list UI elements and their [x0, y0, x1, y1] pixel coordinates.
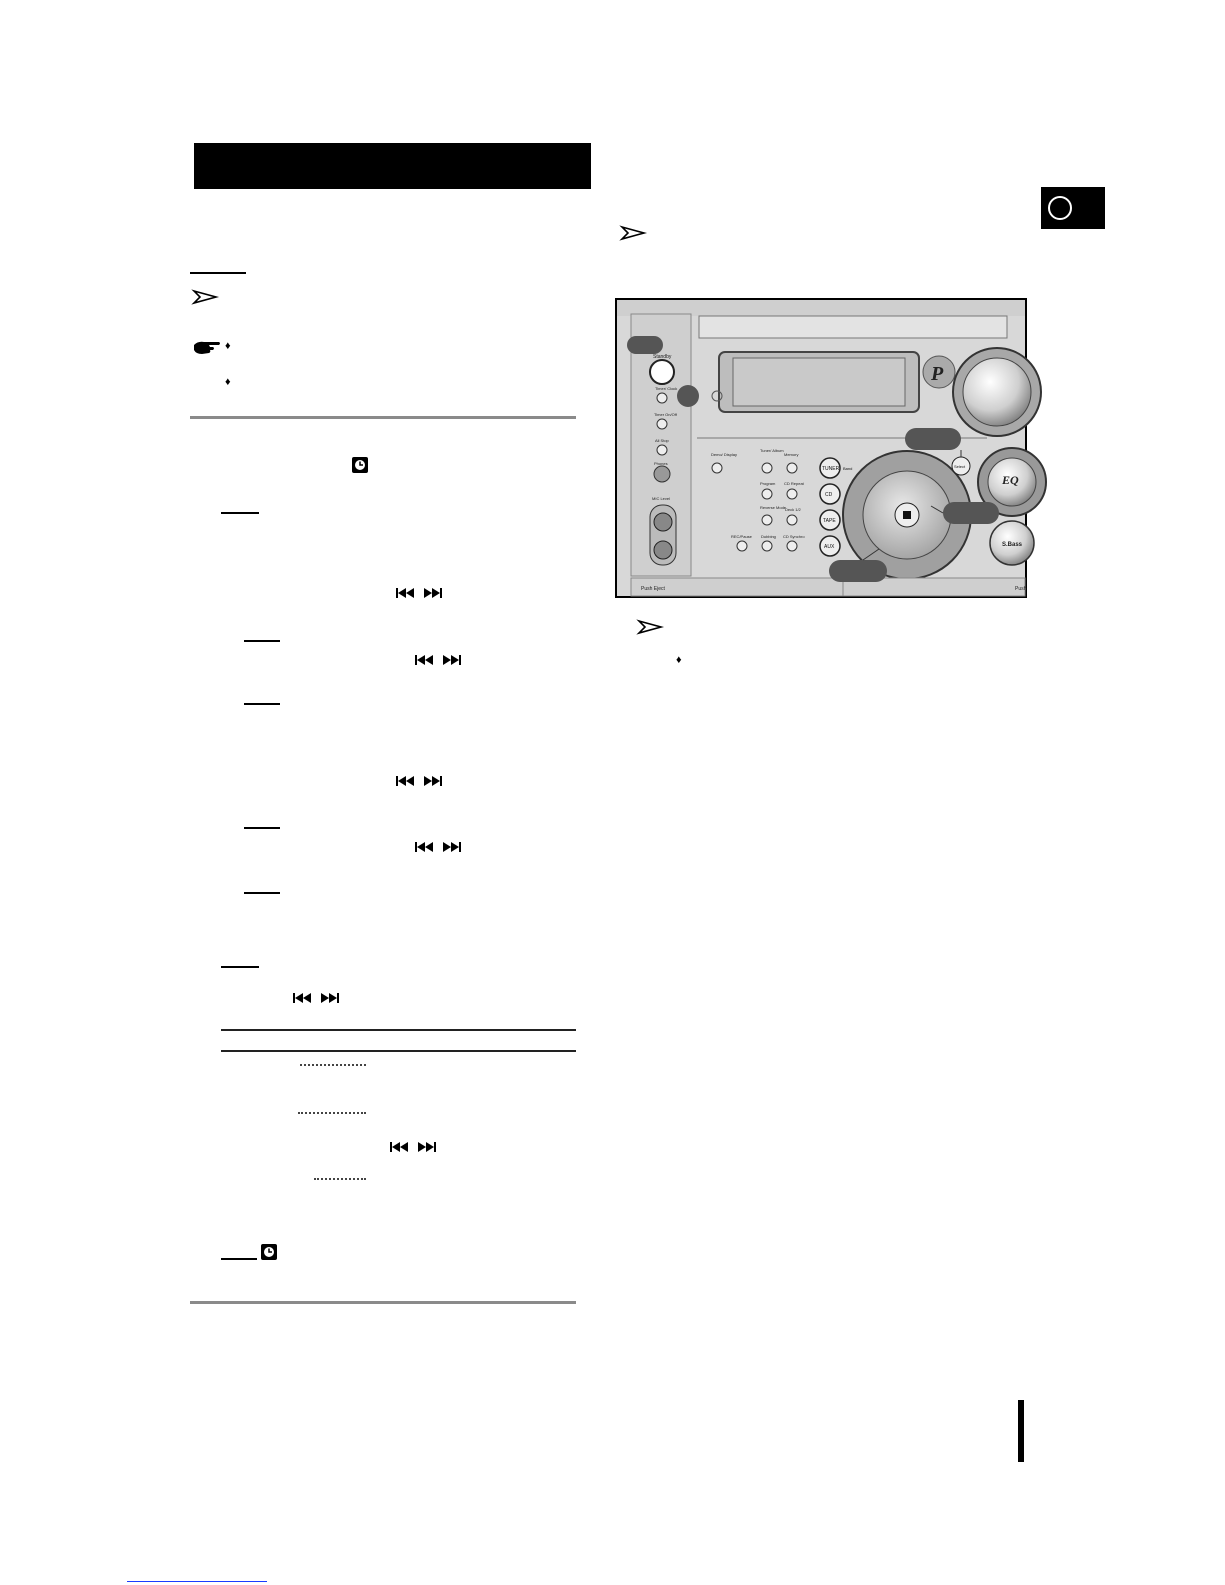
skip-forward-icon [418, 1142, 436, 1152]
svg-text:Band: Band [843, 466, 853, 471]
svg-text:Push: Push [1015, 586, 1027, 592]
skip-buttons-pair [415, 655, 461, 665]
svg-text:CD Repeat: CD Repeat [784, 481, 804, 486]
result-underline [244, 892, 280, 894]
result-underline [244, 640, 280, 642]
svg-text:Deck 1/2: Deck 1/2 [785, 507, 801, 512]
svg-text:TUNER: TUNER [822, 466, 840, 472]
skip-buttons-pair [396, 588, 442, 598]
svg-text:Select: Select [954, 464, 966, 469]
svg-text:S.Bass: S.Bass [1002, 542, 1023, 548]
svg-text:Timer/ Clock: Timer/ Clock [655, 386, 678, 391]
svg-text:Tuner/ Album: Tuner/ Album [760, 448, 784, 453]
table-leader-dots [298, 1112, 366, 1114]
svg-text:Program: Program [760, 481, 776, 486]
table-header-rule [221, 1050, 576, 1052]
skip-forward-icon [443, 655, 461, 665]
svg-text:REC/Pause: REC/Pause [731, 534, 752, 539]
skip-back-icon [396, 776, 414, 786]
svg-text:Memory: Memory [784, 452, 799, 457]
result-underline [221, 1258, 257, 1260]
svg-text:MIC Level: MIC Level [652, 496, 671, 501]
skip-buttons-pair [396, 776, 442, 786]
skip-back-icon [390, 1142, 408, 1152]
section-divider [190, 1301, 576, 1304]
svg-text:TAPE: TAPE [823, 518, 836, 524]
svg-text:Standby: Standby [653, 354, 672, 360]
section-title-bar [194, 143, 591, 189]
skip-forward-icon [321, 993, 339, 1003]
result-underline [244, 827, 280, 829]
skip-back-icon [415, 655, 433, 665]
skip-buttons-pair [293, 993, 339, 1003]
table-leader-dots [314, 1178, 366, 1180]
page-side-marker [1018, 1400, 1024, 1462]
svg-text:CD Synchro: CD Synchro [783, 534, 805, 539]
diamond-bullet-icon: ♦ [676, 654, 682, 666]
result-underline [221, 512, 259, 514]
table-top-rule [221, 1029, 576, 1031]
skip-buttons-pair [415, 842, 461, 852]
skip-back-icon [415, 842, 433, 852]
skip-back-icon [396, 588, 414, 598]
arrow-note-icon [638, 620, 662, 634]
svg-text:Timer On/Off: Timer On/Off [654, 412, 677, 417]
svg-text:Reverse Mode: Reverse Mode [760, 505, 787, 510]
result-underline [221, 966, 259, 968]
section-divider [190, 416, 576, 419]
svg-text:CD: CD [825, 492, 833, 498]
clock-icon [352, 457, 368, 478]
language-tab-circle [1048, 196, 1072, 220]
skip-back-icon [293, 993, 311, 1003]
svg-text:EQ: EQ [1002, 473, 1019, 487]
note-underline [190, 272, 246, 274]
arrow-note-icon [193, 290, 217, 304]
diamond-bullet-icon: ♦ [225, 376, 231, 388]
skip-forward-icon [424, 588, 442, 598]
skip-buttons-pair [390, 1142, 436, 1152]
device-front-panel [615, 298, 1027, 598]
skip-forward-icon [424, 776, 442, 786]
svg-text:Demo/ Display: Demo/ Display [711, 452, 738, 457]
table-leader-dots [300, 1064, 366, 1066]
pointing-hand-icon [192, 339, 222, 362]
svg-text:Push Eject: Push Eject [641, 586, 665, 592]
diamond-bullet-icon: ♦ [225, 340, 231, 352]
clock-icon [261, 1244, 277, 1265]
svg-text:Phones: Phones [654, 461, 668, 466]
footer-link-underline [127, 1581, 267, 1582]
result-underline [244, 703, 280, 705]
arrow-note-icon [621, 226, 645, 240]
skip-forward-icon [443, 842, 461, 852]
svg-text:All Stop: All Stop [655, 438, 669, 443]
svg-text:AUX: AUX [824, 544, 835, 550]
svg-text:Dubbing: Dubbing [761, 534, 776, 539]
p-logo: P [931, 363, 944, 385]
